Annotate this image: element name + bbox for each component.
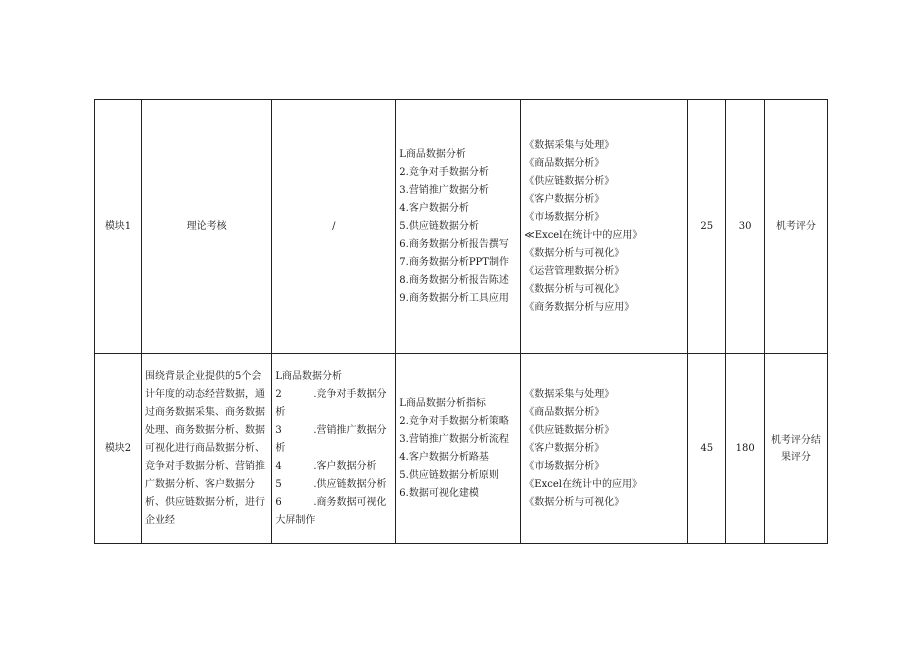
reference-item: 《数据分析与可视化》 [524,496,625,508]
knowledge-item: 2.竞争对手数据分析 [399,166,489,178]
skill-item: 5 .供应链数据分析 [275,478,387,490]
knowledge-item: 9.商务数据分析工具应用 [399,292,509,304]
reference-item: 《市场数据分析》 [524,460,605,472]
content-cell: 围绕背景企业提供的5个会计年度的动态经营数据，通过商务数据采集、商务数据处理、商务数据分析、数据可视化进行商品数据分析、竞争对手数据分析、营销推广数据分析、客户数据分析、供应链数据分析，进行企业经 [142,354,272,544]
reference-item: 《客户数据分析》 [524,193,605,205]
knowledge-item: 5.供应链数据分析 [399,220,479,232]
knowledge-item: L商品数据分析指标 [399,397,486,409]
knowledge-item: 4.客户数据分析 [399,202,469,214]
table-row [95,354,828,544]
knowledge-item: 2.竞争对手数据分析策略 [399,415,509,427]
reference-item: 《商品数据分析》 [524,406,605,418]
skill-item: 3 .营销推广数据分析 [275,424,387,454]
skill-item: 2 .竞争对手数据分析 [275,388,387,418]
knowledge-item: 4.客户数据分析路基 [399,451,489,463]
score-cell: 180 [726,354,764,544]
reference-item: 《商务数据分析与应用》 [524,301,635,313]
reference-cell [521,100,688,354]
reference-item: 《供应链数据分析》 [524,424,615,436]
knowledge-item: 6.数据可视化建模 [399,487,479,499]
knowledge-item: 3.营销推广数据分析流程 [399,433,509,445]
knowledge-item: 6.商务数据分析报告撰写 [399,238,509,250]
content-cell: 理论考核 [142,100,272,354]
reference-cell [521,354,688,544]
skill-item: L商品数据分析 [275,370,342,382]
reference-item: 《运营管理数据分析》 [524,265,625,277]
knowledge-cell [396,100,521,354]
skill-cell [272,354,396,544]
reference-item: 《商品数据分析》 [524,157,605,169]
knowledge-item: 8.商务数据分析报告陈述 [399,274,509,286]
reference-item: 《Excel在统计中的应用》 [524,478,642,490]
module-table [94,99,828,544]
score-cell: 30 [726,100,764,354]
reference-item: 《数据采集与处理》 [524,388,615,400]
reference-item: 《数据分析与可视化》 [524,247,625,259]
knowledge-item: L商品数据分析 [399,148,466,160]
reference-item: 《市场数据分析》 [524,211,605,223]
knowledge-item: 7.商务数据分析PPT制作 [399,256,509,268]
knowledge-item: 3.营销推广数据分析 [399,184,489,196]
skill-cell: / [272,100,396,354]
reference-item: 《客户数据分析》 [524,442,605,454]
skill-item: 6 .商务数据可视化大屏制作 [275,496,387,526]
knowledge-item: 5.供应链数据分析原则 [399,469,499,481]
reference-item: 《数据分析与可视化》 [524,283,625,295]
evaluation-cell: 机考评分结果评分 [764,354,827,544]
hours-cell: 45 [687,354,725,544]
hours-cell: 25 [687,100,725,354]
reference-item: 《供应链数据分析》 [524,175,615,187]
reference-item: 《数据采集与处理》 [524,139,615,151]
reference-item: ≪Excel在统计中的应用》 [524,229,643,241]
evaluation-cell: 机考评分 [764,100,827,354]
module-cell: 模块1 [95,100,142,354]
table-row [95,100,828,354]
module-cell: 模块2 [95,354,142,544]
knowledge-cell [396,354,521,544]
skill-item: 4 .客户数据分析 [275,460,377,472]
